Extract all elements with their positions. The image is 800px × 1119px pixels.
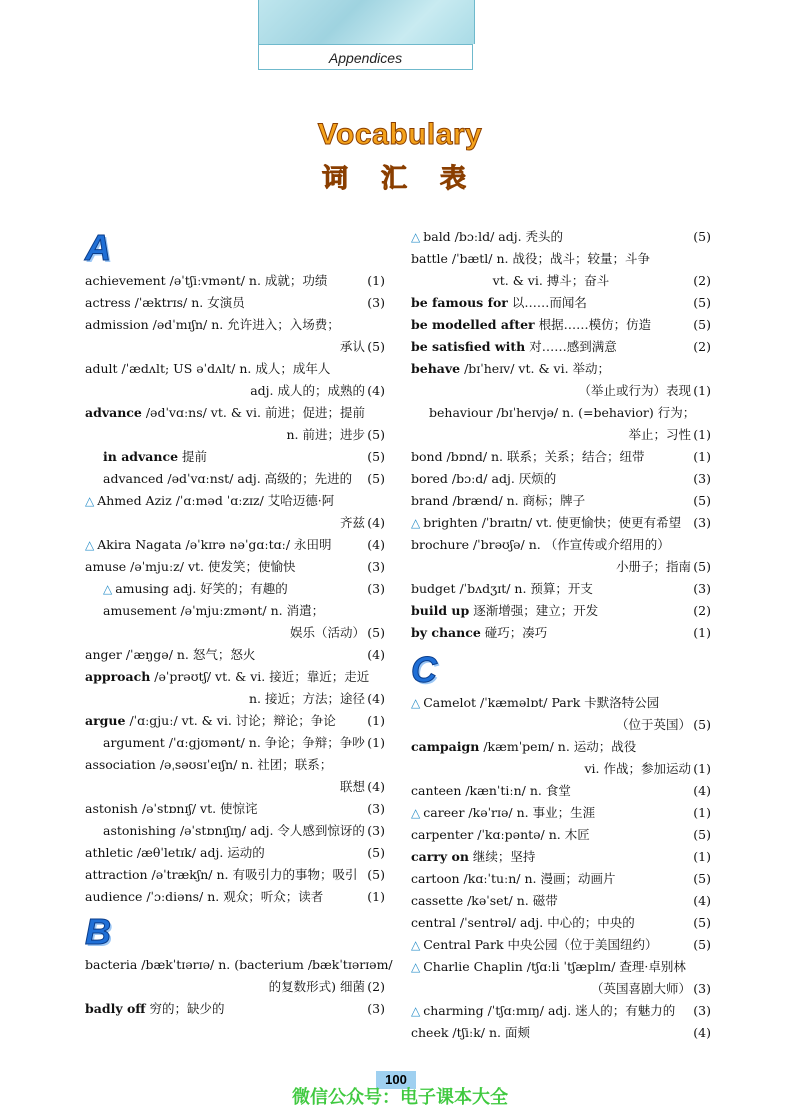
unit-number: (3) bbox=[693, 981, 711, 996]
unit-number: (1) bbox=[367, 735, 385, 750]
vocab-entry bbox=[411, 956, 711, 978]
entry-text: be famous for 以……而闻名 bbox=[411, 295, 587, 310]
unit-number: (5) bbox=[693, 827, 711, 842]
vocab-entry bbox=[85, 644, 385, 666]
vocab-entry bbox=[411, 446, 711, 468]
vocab-entry bbox=[411, 780, 711, 802]
entry-text: be modelled after 根据……模仿；仿造 bbox=[411, 317, 652, 332]
entry-list-c bbox=[411, 692, 711, 1044]
vocab-entry bbox=[411, 622, 711, 644]
entry-text: achievement /əˈtʃiːvmənt/ n. 成就；功绩 bbox=[85, 273, 328, 288]
vocab-entry bbox=[411, 490, 711, 512]
vocab-entry bbox=[411, 1000, 711, 1022]
vocab-entry bbox=[85, 842, 385, 864]
entry-text: Camelot /ˈkæməlɒt/ Park 卡默洛特公园 bbox=[423, 695, 660, 710]
unit-number: (5) bbox=[367, 625, 385, 640]
unit-number: (1) bbox=[693, 805, 711, 820]
vocab-entry bbox=[85, 798, 385, 820]
entry-text: bacteria /bækˈtɪərɪə/ n. (bacterium /bækˈtɪərɪəm/ bbox=[85, 957, 393, 972]
entry-text: 联想 bbox=[339, 779, 365, 794]
entry-text: （举止或行为）表现 bbox=[578, 383, 691, 398]
vocab-entry bbox=[411, 358, 711, 380]
vocab-entry bbox=[411, 934, 711, 956]
entry-text: vi. 作战；参加运动 bbox=[584, 761, 691, 776]
vocab-entry bbox=[85, 314, 385, 336]
entry-text: athletic /æθˈletɪk/ adj. 运动的 bbox=[85, 845, 265, 860]
vocab-entry bbox=[85, 864, 385, 886]
unit-number: (4) bbox=[367, 647, 385, 662]
entry-continuation bbox=[85, 336, 385, 358]
entry-text: association /əˌsəʊsɪˈeɪʃn/ n. 社团；联系； bbox=[85, 757, 333, 772]
entry-text: argument /ˈɑːgjʊmənt/ n. 争论；争辩；争吵 bbox=[103, 735, 365, 750]
entry-text: build up 逐渐增强；建立；开发 bbox=[411, 603, 599, 618]
vocab-entry bbox=[85, 358, 385, 380]
unit-number: (4) bbox=[367, 515, 385, 530]
unit-number: (2) bbox=[367, 979, 385, 994]
vocab-entry bbox=[85, 666, 385, 688]
entry-text: audience /ˈɔːdiəns/ n. 观众；听众；读者 bbox=[85, 889, 324, 904]
vocab-entry bbox=[85, 292, 385, 314]
unit-number: (1) bbox=[367, 889, 385, 904]
unit-number: (1) bbox=[693, 449, 711, 464]
entry-text: bond /bɒnd/ n. 联系；关系；结合；纽带 bbox=[411, 449, 645, 464]
entry-text: cassette /kəˈset/ n. 磁带 bbox=[411, 893, 558, 908]
unit-number: (1) bbox=[693, 427, 711, 442]
vocab-entry bbox=[411, 468, 711, 490]
entry-text: anger /ˈæŋgə/ n. 怒气；怒火 bbox=[85, 647, 256, 662]
unit-number: (5) bbox=[367, 427, 385, 442]
header-banner bbox=[258, 0, 475, 44]
unit-number: (5) bbox=[693, 559, 711, 574]
entry-continuation bbox=[85, 622, 385, 644]
page-title: Vocabulary bbox=[317, 118, 483, 151]
entry-text: amusing adj. 好笑的；有趣的 bbox=[115, 581, 288, 596]
entry-list-b-continued bbox=[411, 226, 711, 644]
entry-continuation bbox=[85, 976, 385, 998]
entry-text: advance /ədˈvɑːns/ vt. & vi. 前进；促进；提前 bbox=[85, 405, 365, 420]
entry-continuation bbox=[411, 758, 711, 780]
unit-number: (3) bbox=[693, 581, 711, 596]
page-title-chinese: 词 汇 表 bbox=[321, 164, 479, 194]
vocab-entry bbox=[411, 578, 711, 600]
vocab-entry bbox=[411, 292, 711, 314]
footer-watermark: 微信公众号：电子课本大全 bbox=[292, 1087, 508, 1108]
entry-text: brighten /ˈbraɪtn/ vt. 使更愉快；使更有希望 bbox=[423, 515, 682, 530]
unit-number: (3) bbox=[693, 1003, 711, 1018]
unit-number: (1) bbox=[693, 383, 711, 398]
unit-number: (1) bbox=[693, 849, 711, 864]
entry-text: career /kəˈrɪə/ n. 事业；生涯 bbox=[423, 805, 596, 820]
entry-text: be satisfied with 对……感到满意 bbox=[411, 339, 617, 354]
entry-text: （位于英国） bbox=[615, 717, 691, 732]
entry-text: bald /bɔːld/ adj. 秃头的 bbox=[423, 229, 564, 244]
entry-text: battle /ˈbætl/ n. 战役；战斗；较量；斗争 bbox=[411, 251, 650, 266]
unit-number: (5) bbox=[693, 871, 711, 886]
entry-text: Charlie Chaplin /tʃɑːli ˈtʃæplɪn/ 查理·卓别林 bbox=[423, 959, 686, 974]
entry-text: central /ˈsentrəl/ adj. 中心的；中央的 bbox=[411, 915, 635, 930]
entry-continuation bbox=[85, 424, 385, 446]
unit-number: (5) bbox=[367, 845, 385, 860]
entry-text: n. 接近；方法；途径 bbox=[249, 691, 365, 706]
entry-text: amusement /əˈmjuːzmənt/ n. 消遣； bbox=[103, 603, 325, 618]
entry-text: 承认 bbox=[339, 339, 365, 354]
unit-number: (2) bbox=[693, 339, 711, 354]
entry-text: cartoon /kɑːˈtuːn/ n. 漫画；动画片 bbox=[411, 871, 616, 886]
entry-text: brand /brænd/ n. 商标；牌子 bbox=[411, 493, 586, 508]
entry-text: approach /əˈprəʊtʃ/ vt. & vi. 接近；靠近；走近 bbox=[85, 669, 370, 684]
unit-number: (5) bbox=[367, 471, 385, 486]
unit-number: (4) bbox=[367, 537, 385, 552]
unit-number: (5) bbox=[693, 493, 711, 508]
entry-text: charming /ˈtʃɑːmɪŋ/ adj. 迷人的；有魅力的 bbox=[423, 1003, 676, 1018]
unit-number: (5) bbox=[693, 317, 711, 332]
triangle-icon: △ bbox=[411, 960, 421, 974]
vocab-entry bbox=[85, 490, 385, 512]
vocab-entry bbox=[85, 578, 385, 600]
vocab-entry bbox=[85, 556, 385, 578]
triangle-icon: △ bbox=[411, 806, 421, 820]
vocab-entry bbox=[411, 600, 711, 622]
vocab-entry bbox=[85, 402, 385, 424]
vocab-entry bbox=[411, 248, 711, 270]
entry-text: canteen /kænˈtiːn/ n. 食堂 bbox=[411, 783, 571, 798]
vocab-entry bbox=[85, 600, 385, 622]
entry-text: adj. 成人的；成熟的 bbox=[250, 383, 365, 398]
unit-number: (5) bbox=[367, 339, 385, 354]
entry-text: carry on 继续；坚持 bbox=[411, 849, 536, 864]
right-column bbox=[411, 226, 711, 1044]
entry-text: cheek /tʃiːk/ n. 面颊 bbox=[411, 1025, 530, 1040]
vocab-entry bbox=[411, 736, 711, 758]
entry-continuation bbox=[85, 776, 385, 798]
vocab-entry bbox=[85, 468, 385, 490]
entry-text: 举止；习性 bbox=[628, 427, 691, 442]
entry-continuation bbox=[411, 978, 711, 1000]
entry-text: adult /ˈædʌlt; US əˈdʌlt/ n. 成人；成年人 bbox=[85, 361, 331, 376]
entry-text: carpenter /ˈkɑːpəntə/ n. 木匠 bbox=[411, 827, 590, 842]
entry-text: campaign /kæmˈpeɪn/ n. 运动；战役 bbox=[411, 739, 637, 754]
entry-text: 小册子；指南 bbox=[615, 559, 691, 574]
entry-continuation bbox=[411, 556, 711, 578]
unit-number: (3) bbox=[367, 581, 385, 596]
entry-continuation bbox=[411, 714, 711, 736]
section-header: Appendices bbox=[258, 44, 473, 70]
triangle-icon: △ bbox=[411, 1004, 421, 1018]
vocab-entry bbox=[85, 820, 385, 842]
vocab-entry bbox=[411, 534, 711, 556]
unit-number: (3) bbox=[367, 559, 385, 574]
vocab-entry bbox=[85, 998, 385, 1020]
unit-number: (2) bbox=[693, 603, 711, 618]
entry-text: 娱乐（活动） bbox=[289, 625, 365, 640]
entry-text: argue /ˈɑːgjuː/ vt. & vi. 讨论；辩论；争论 bbox=[85, 713, 336, 728]
unit-number: (3) bbox=[367, 1001, 385, 1016]
unit-number: (2) bbox=[693, 273, 711, 288]
vocab-entry bbox=[411, 314, 711, 336]
vocab-entry bbox=[411, 824, 711, 846]
unit-number: (5) bbox=[367, 867, 385, 882]
unit-number: (3) bbox=[693, 515, 711, 530]
entry-text: admission /ədˈmɪʃn/ n. 允许进入；入场费； bbox=[85, 317, 340, 332]
section-letter-a: A bbox=[85, 227, 111, 268]
entry-text: n. 前进；进步 bbox=[286, 427, 365, 442]
vocab-entry bbox=[85, 270, 385, 292]
entry-text: 的复数形式) 细菌 bbox=[268, 979, 365, 994]
unit-number: (4) bbox=[367, 779, 385, 794]
unit-number: (1) bbox=[367, 273, 385, 288]
triangle-icon: △ bbox=[85, 494, 95, 508]
entry-text: budget /ˈbʌdʒɪt/ n. 预算；开支 bbox=[411, 581, 593, 596]
vocab-entry bbox=[85, 710, 385, 732]
entry-text: Akira Nagata /əˈkɪrə nəˈgɑːtɑː/ 永田明 bbox=[97, 537, 332, 552]
vocab-entry bbox=[85, 446, 385, 468]
vocab-entry bbox=[411, 226, 711, 248]
entry-text: behave /bɪˈheɪv/ vt. & vi. 举动； bbox=[411, 361, 611, 376]
entry-text: advanced /ədˈvɑːnst/ adj. 高级的；先进的 bbox=[103, 471, 353, 486]
unit-number: (4) bbox=[693, 783, 711, 798]
unit-number: (1) bbox=[693, 761, 711, 776]
unit-number: (5) bbox=[693, 915, 711, 930]
entry-list-b bbox=[85, 954, 393, 1020]
page-number: 100 bbox=[376, 1071, 416, 1089]
unit-number: (4) bbox=[367, 691, 385, 706]
vocab-entry bbox=[411, 402, 711, 424]
section-letter-b: B bbox=[85, 911, 111, 952]
entry-text: vt. & vi. 搏斗；奋斗 bbox=[492, 273, 610, 288]
unit-number: (3) bbox=[367, 823, 385, 838]
entry-text: bored /bɔːd/ adj. 厌烦的 bbox=[411, 471, 557, 486]
entry-text: by chance 碰巧；凑巧 bbox=[411, 625, 548, 640]
entry-text: astonish /əˈstɒnɪʃ/ vt. 使惊诧 bbox=[85, 801, 258, 816]
vocab-entry bbox=[85, 534, 385, 556]
unit-number: (3) bbox=[367, 801, 385, 816]
entry-continuation bbox=[411, 270, 711, 292]
unit-number: (4) bbox=[367, 383, 385, 398]
entry-text: （英国喜剧大师） bbox=[590, 981, 691, 996]
vocab-entry bbox=[411, 912, 711, 934]
entry-list-a bbox=[85, 270, 385, 908]
vocab-entry bbox=[85, 886, 385, 908]
entry-text: attraction /əˈtrækʃn/ n. 有吸引力的事物；吸引 bbox=[85, 867, 358, 882]
vocab-entry bbox=[85, 754, 385, 776]
entry-text: in advance 提前 bbox=[103, 449, 208, 464]
section-letter-c: C bbox=[411, 649, 437, 690]
unit-number: (3) bbox=[693, 471, 711, 486]
vocab-entry bbox=[411, 846, 711, 868]
unit-number: (5) bbox=[693, 937, 711, 952]
vocab-entry bbox=[411, 336, 711, 358]
entry-text: actress /ˈæktrɪs/ n. 女演员 bbox=[85, 295, 245, 310]
unit-number: (1) bbox=[367, 713, 385, 728]
entry-text: 齐兹 bbox=[339, 515, 365, 530]
vocab-entry bbox=[85, 954, 393, 976]
triangle-icon: △ bbox=[103, 582, 113, 596]
unit-number: (5) bbox=[693, 295, 711, 310]
unit-number: (5) bbox=[693, 229, 711, 244]
unit-number: (4) bbox=[693, 893, 711, 908]
entry-text: behaviour /bɪˈheɪvjə/ n. (=behavior) 行为； bbox=[429, 405, 696, 420]
entry-continuation bbox=[411, 424, 711, 446]
triangle-icon: △ bbox=[411, 696, 421, 710]
triangle-icon: △ bbox=[411, 516, 421, 530]
entry-continuation bbox=[411, 380, 711, 402]
unit-number: (1) bbox=[693, 625, 711, 640]
triangle-icon: △ bbox=[85, 538, 95, 552]
entry-text: Ahmed Aziz /ˈɑːməd ˈɑːzɪz/ 艾哈迈德·阿 bbox=[97, 493, 335, 508]
entry-continuation bbox=[85, 380, 385, 402]
vocab-entry bbox=[411, 692, 711, 714]
entry-continuation bbox=[85, 512, 385, 534]
triangle-icon: △ bbox=[411, 230, 421, 244]
entry-text: astonishing /əˈstɒnɪʃɪŋ/ adj. 令人感到惊讶的 bbox=[103, 823, 365, 838]
entry-text: amuse /əˈmjuːz/ vt. 使发笑；使愉快 bbox=[85, 559, 296, 574]
unit-number: (3) bbox=[367, 295, 385, 310]
vocab-entry bbox=[411, 512, 711, 534]
left-column bbox=[85, 227, 393, 1020]
vocab-entry bbox=[411, 890, 711, 912]
unit-number: (5) bbox=[693, 717, 711, 732]
entry-text: Central Park 中央公园（位于美国纽约） bbox=[423, 937, 658, 952]
entry-text: badly off 穷的；缺少的 bbox=[85, 1001, 225, 1016]
entry-continuation bbox=[85, 688, 385, 710]
vocab-entry bbox=[411, 1022, 711, 1044]
vocab-entry bbox=[411, 868, 711, 890]
vocab-entry bbox=[411, 802, 711, 824]
unit-number: (4) bbox=[693, 1025, 711, 1040]
triangle-icon: △ bbox=[411, 938, 421, 952]
unit-number: (5) bbox=[367, 449, 385, 464]
entry-text: brochure /ˈbrəʊʃə/ n. （作宣传或介绍用的） bbox=[411, 537, 670, 552]
vocab-entry bbox=[85, 732, 385, 754]
